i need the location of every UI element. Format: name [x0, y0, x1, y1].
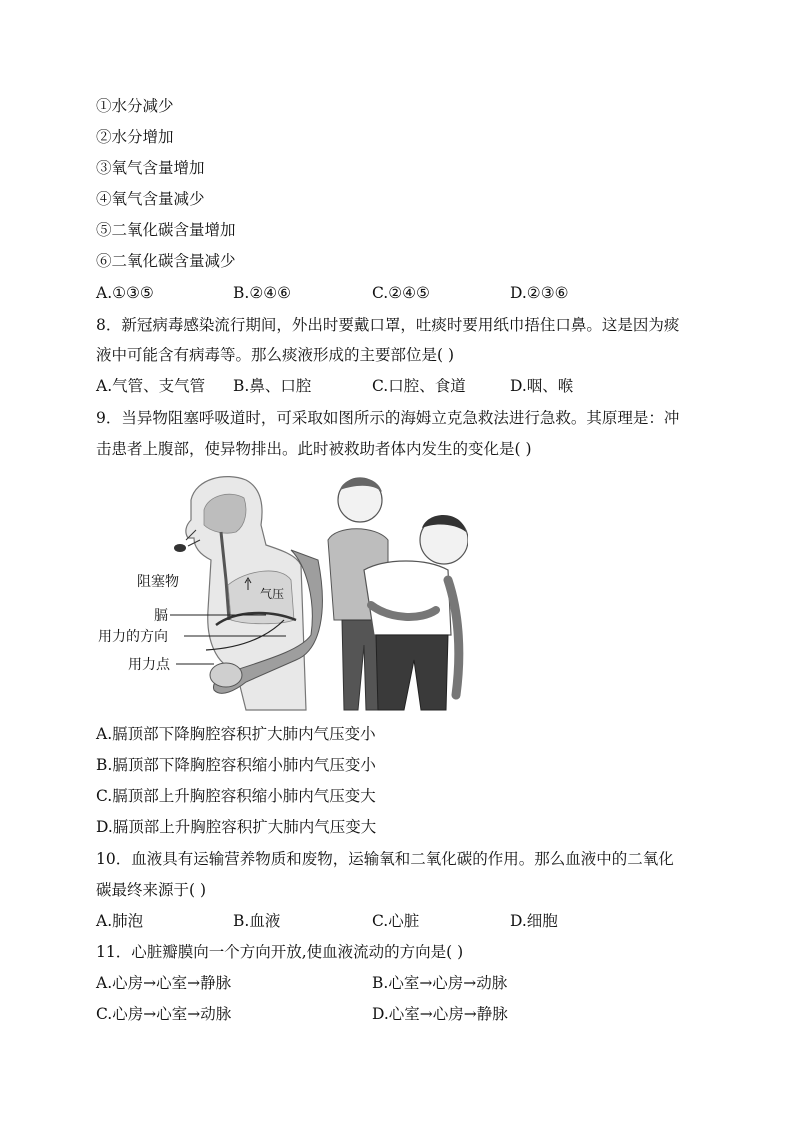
q10-option-b: B.血液: [233, 912, 281, 930]
item-4: ④氧气含量减少: [96, 190, 205, 208]
item-5: ⑤二氧化碳含量增加: [96, 221, 236, 239]
fist: [210, 663, 242, 687]
label-force-point: 用力点: [128, 657, 170, 673]
q10-stem-line2: 碳最终来源于( ): [96, 881, 207, 899]
label-force-direction: 用力的方向: [98, 629, 168, 645]
victim-shirt: [364, 561, 451, 635]
obstruction-object: [174, 544, 186, 552]
nasal-cavity: [204, 494, 246, 533]
victim-legs: [376, 635, 448, 710]
q11-stem: 11．心脏瓣膜向一个方向开放,使血液流动的方向是( ): [96, 943, 464, 961]
item-3: ③氧气含量增加: [96, 159, 205, 177]
label-air-pressure: 气压: [260, 587, 285, 601]
q7-option-d: D.②③⑥: [510, 284, 569, 302]
item-6: ⑥二氧化碳含量减少: [96, 252, 236, 270]
q8-option-b: B.鼻、口腔: [233, 377, 312, 395]
q8-option-d: D.咽、喉: [510, 377, 574, 395]
q9-option-d: D.膈顶部上升胸腔容积扩大肺内气压变大: [96, 818, 377, 836]
q10-option-c: C.心脏: [372, 912, 420, 930]
q11-option-d: D.心室→心房→静脉: [372, 1005, 508, 1023]
q8-option-a: A.气管、支气管: [96, 377, 206, 395]
q10-stem-line1: 10．血液具有运输营养物质和废物，运输氧和二氧化碳的作用。那么血液中的二氧化: [96, 850, 674, 868]
q8-stem-line2: 液中可能含有病毒等。那么痰液形成的主要部位是( ): [96, 346, 455, 364]
item-1: ①水分减少: [96, 97, 174, 115]
label-obstruction: 阻塞物: [137, 574, 179, 590]
q11-option-b: B.心室→心房→动脉: [372, 974, 508, 992]
q9-stem-line2: 击患者上腹部，使异物排出。此时被救助者体内发生的变化是( ): [96, 440, 532, 458]
q8-option-c: C.口腔、食道: [372, 377, 466, 395]
victim-arm: [448, 580, 459, 695]
q10-option-a: A.肺泡: [96, 912, 144, 930]
heimlich-figure: [96, 470, 468, 714]
item-2: ②水分增加: [96, 128, 174, 146]
q9-option-a: A.膈顶部下降胸腔容积扩大肺内气压变小: [96, 725, 376, 743]
q7-option-c: C.②④⑤: [372, 284, 430, 302]
q9-stem-line1: 9．当异物阻塞呼吸道时，可采取如图所示的海姆立克急救法进行急救。其原理是：冲: [96, 409, 680, 427]
q11-option-a: A.心房→心室→静脉: [96, 974, 232, 992]
q8-stem-line1: 8．新冠病毒感染流行期间，外出时要戴口罩，吐痰时要用纸巾捂住口鼻。这是因为痰: [96, 316, 680, 334]
q9-option-c: C.膈顶部上升胸腔容积缩小肺内气压变大: [96, 787, 376, 805]
q7-option-a: A.①③⑤: [96, 284, 154, 302]
q9-option-b: B.膈顶部下降胸腔容积缩小肺内气压变小: [96, 756, 376, 774]
q7-option-b: B.②④⑥: [233, 284, 292, 302]
label-diaphragm: 膈: [154, 608, 168, 624]
q11-option-c: C.心房→心室→动脉: [96, 1005, 232, 1023]
q10-option-d: D.细胞: [510, 912, 558, 930]
